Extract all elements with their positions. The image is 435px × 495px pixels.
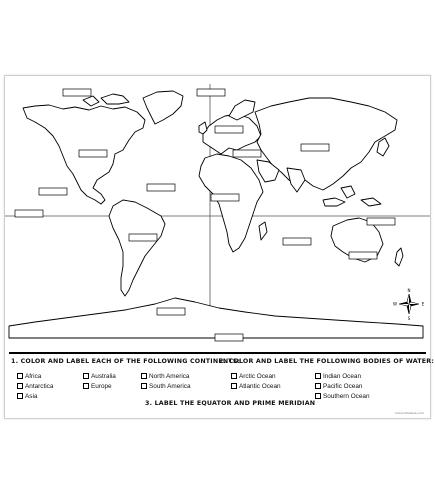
checkbox-atlantic-ocean[interactable]: Atlantic Ocean <box>231 381 281 391</box>
label-box[interactable] <box>283 238 311 245</box>
checkbox-square[interactable] <box>141 373 147 379</box>
label-box[interactable] <box>367 218 395 225</box>
checkbox-square[interactable] <box>83 373 89 379</box>
label-box[interactable] <box>147 184 175 191</box>
checkbox-square[interactable] <box>315 383 321 389</box>
checkbox-square[interactable] <box>17 393 23 399</box>
label-box[interactable] <box>215 126 243 133</box>
africa-outline <box>199 154 263 252</box>
continents-column-1 <box>17 371 53 401</box>
indonesia-outline <box>323 198 345 206</box>
checkbox-square[interactable] <box>83 383 89 389</box>
compass-north-label: N <box>407 288 411 293</box>
label-box[interactable] <box>211 194 239 201</box>
checkbox-north-america[interactable]: North America <box>141 371 191 381</box>
arctic-islands-outline <box>101 94 129 104</box>
checkbox-asia[interactable]: Asia <box>17 391 53 401</box>
label-box[interactable] <box>129 234 157 241</box>
oceans-column-1 <box>231 371 281 391</box>
madagascar-outline <box>259 222 267 240</box>
checkbox-square[interactable] <box>17 383 23 389</box>
checkbox-arctic-ocean[interactable]: Arctic Ocean <box>231 371 281 381</box>
new-zealand-outline <box>395 248 403 266</box>
checkbox-square[interactable] <box>231 373 237 379</box>
compass-east-label: E <box>421 301 425 307</box>
borneo-outline <box>341 186 355 198</box>
antarctica-outline <box>9 298 423 338</box>
compass-west-label: W <box>393 301 397 307</box>
label-box[interactable] <box>79 150 107 157</box>
world-map <box>5 76 430 346</box>
equator-heading: 3. LABEL THE EQUATOR AND PRIME MERIDIAN <box>145 400 316 407</box>
water-heading: 2. COLOR AND LABEL THE FOLLOWING BODIES OF WATER: <box>219 358 435 365</box>
checkbox-africa[interactable]: Africa <box>17 371 53 381</box>
checkbox-europe[interactable]: Europe <box>83 381 116 391</box>
instructions-panel <box>5 352 435 418</box>
japan-outline <box>377 138 389 156</box>
checkbox-square[interactable] <box>141 383 147 389</box>
checkbox-indian-ocean[interactable]: Indian Ocean <box>315 371 370 381</box>
credit-text: CarsonDellosa.com <box>395 411 424 415</box>
worksheet <box>4 75 435 419</box>
label-box[interactable] <box>301 144 329 151</box>
oceans-column-2 <box>315 371 370 401</box>
label-box[interactable] <box>215 334 243 341</box>
arctic-island-2 <box>83 96 99 106</box>
checkbox-square[interactable] <box>315 373 321 379</box>
continents-column-2 <box>83 371 116 391</box>
europe-outline <box>203 114 261 154</box>
continents-column-3 <box>141 371 191 391</box>
compass-south-label: S <box>407 316 411 321</box>
continents-heading: 1. COLOR AND LABEL EACH OF THE FOLLOWING CONTINENTS: <box>11 358 241 365</box>
south-america-outline <box>109 200 165 296</box>
label-box[interactable] <box>349 252 377 259</box>
checkbox-south-america[interactable]: South America <box>141 381 191 391</box>
checkbox-antarctica[interactable]: Antarctica <box>17 381 53 391</box>
greenland-outline <box>143 91 183 124</box>
label-box[interactable] <box>233 150 261 157</box>
checkbox-square[interactable] <box>17 373 23 379</box>
label-box[interactable] <box>15 210 43 217</box>
label-box[interactable] <box>63 89 91 96</box>
checkbox-australia[interactable]: Australia <box>83 371 116 381</box>
checkbox-square[interactable] <box>231 383 237 389</box>
checkbox-square[interactable] <box>315 393 321 399</box>
label-box[interactable] <box>157 308 185 315</box>
new-guinea-outline <box>361 198 381 206</box>
label-box[interactable] <box>39 188 67 195</box>
checkbox-pacific-ocean[interactable]: Pacific Ocean <box>315 381 370 391</box>
scandinavia-outline <box>229 100 255 120</box>
divider-rule <box>9 352 426 354</box>
checkbox-southern-ocean[interactable]: Southern Ocean <box>315 391 370 401</box>
compass-rose <box>393 288 425 321</box>
label-box[interactable] <box>197 89 225 96</box>
